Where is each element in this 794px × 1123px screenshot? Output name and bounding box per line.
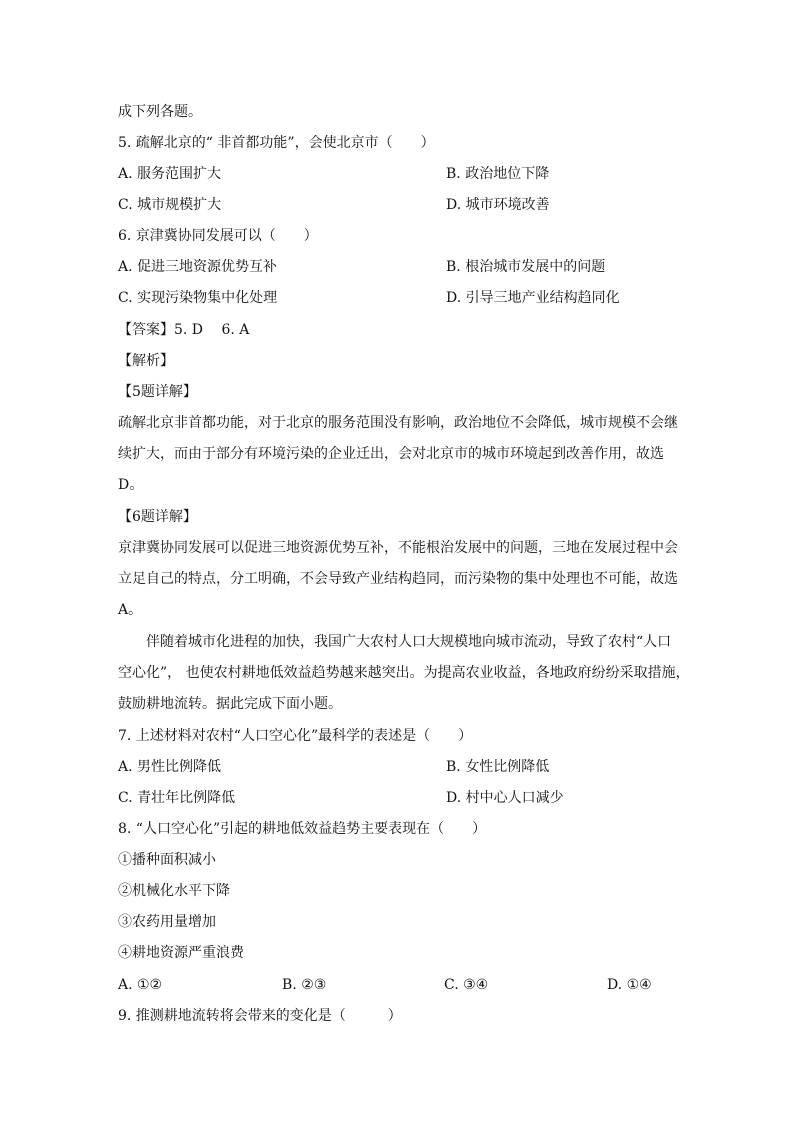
q5-detail-line-2: 续扩大，而由于部分有环境污染的企业迁出，会对北京市的城市环境起到改善作用，故选 xyxy=(118,446,664,462)
analysis-heading: 【解析】 xyxy=(118,353,174,369)
q6-option-a: A. 促进三地资源优势互补 xyxy=(118,259,278,275)
q5-option-a: A. 服务范围扩大 xyxy=(118,166,222,182)
q8-option-d: D. ①④ xyxy=(607,977,652,993)
passage-line-3: 鼓励耕地流转。据此完成下面小题。 xyxy=(118,696,342,712)
q7-option-d: D. 村中心人口减少 xyxy=(446,790,564,806)
q5-option-b: B. 政治地位下降 xyxy=(446,166,550,182)
q7-option-b: B. 女性比例降低 xyxy=(446,759,550,775)
question-7: 7. 上述材料对农村“人口空心化”最科学的表述是（ ） xyxy=(118,728,473,744)
q6-option-b: B. 根治城市发展中的问题 xyxy=(446,259,606,275)
q8-option-b: B. ②③ xyxy=(282,977,327,993)
answer-line: 【答案】5. D 6. A xyxy=(118,322,250,338)
q5-option-c: C. 城市规模扩大 xyxy=(118,197,222,213)
q8-item-4: ④耕地资源严重浪费 xyxy=(118,945,244,961)
question-6: 6. 京津冀协同发展可以（ ） xyxy=(118,228,318,244)
q6-detail-heading: 【6题详解】 xyxy=(118,509,197,525)
q6-option-c: C. 实现污染物集中化处理 xyxy=(118,290,278,306)
intro-tail: 成下列各题。 xyxy=(118,104,202,120)
q7-option-a: A. 男性比例降低 xyxy=(118,759,222,775)
question-8: 8. “人口空心化”引起的耕地低效益趋势主要表现在（ ） xyxy=(118,821,487,837)
q8-option-a: A. ①② xyxy=(118,977,163,993)
q8-item-2: ②机械化水平下降 xyxy=(118,883,230,899)
q5-detail-line-1: 疏解北京非首都功能，对于北京的服务范围没有影响，政治地位不会降低，城市规模不会继 xyxy=(118,415,678,431)
q6-option-d: D. 引导三地产业结构趋同化 xyxy=(446,290,620,306)
question-5: 5. 疏解北京的“ 非首都功能”，会使北京市（ ） xyxy=(118,135,435,151)
q7-option-c: C. 青壮年比例降低 xyxy=(118,790,236,806)
q6-detail-line-3: A。 xyxy=(118,602,143,618)
q8-option-c: C. ③④ xyxy=(444,977,489,993)
q6-detail-line-1: 京津冀协同发展可以促进三地资源优势互补，不能根治发展中的问题，三地在发展过程中会 xyxy=(118,540,678,556)
passage-line-1: 伴随着城市化进程的加快，我国广大农村人口大规模地向城市流动，导致了农村“人口 xyxy=(146,634,672,650)
q8-item-3: ③农药用量增加 xyxy=(118,914,216,930)
q5-option-d: D. 城市环境改善 xyxy=(446,197,550,213)
passage-line-2: 空心化”， 也使农村耕地低效益趋势越来越突出。为提高农业收益，各地政府纷纷采取措施， xyxy=(118,665,690,681)
q6-detail-line-2: 立足自己的特点，分工明确，不会导致产业结构趋同，而污染物的集中处理也不可能，故选 xyxy=(118,571,678,587)
q5-detail-line-3: D。 xyxy=(118,477,144,493)
question-9: 9. 推测耕地流转将会带来的变化是（ ） xyxy=(118,1008,402,1024)
q5-detail-heading: 【5题详解】 xyxy=(118,384,197,400)
q8-item-1: ①播种面积减小 xyxy=(118,852,216,868)
